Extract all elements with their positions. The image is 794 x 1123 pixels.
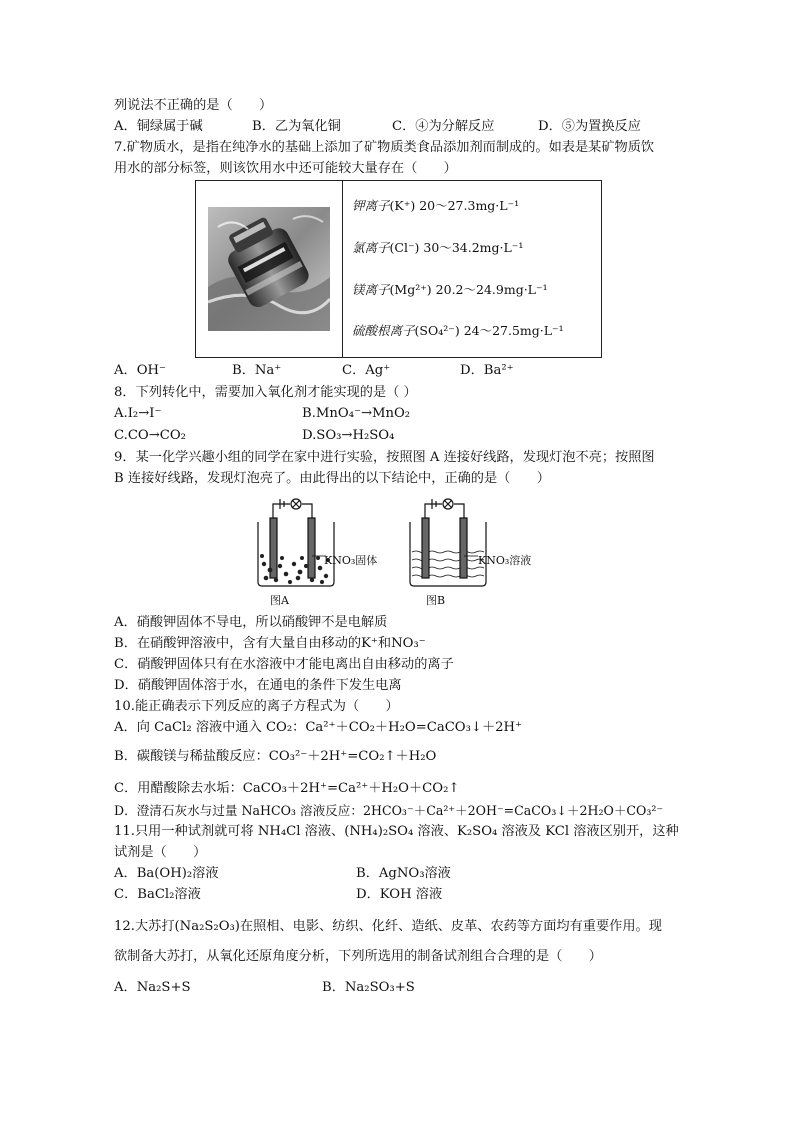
q10-option-a[interactable]: A．向 CaCl₂ 溶液中通入 CO₂：Ca²⁺＋CO₂＋H₂O=CaCO₃↓＋2H⁺ (114, 720, 522, 735)
q11-option-a[interactable]: A．Ba(OH)₂溶液 (114, 866, 219, 881)
q9-option-d[interactable]: D．硝酸钾固体溶于水，在通电的条件下发生电离 (114, 678, 402, 693)
q8-stem: 8．下列转化中，需要加入氧化剂才能实现的是（ ） (114, 385, 417, 400)
q6-stem: 列说法不正确的是（ ） (114, 98, 273, 113)
q11-stem-line2: 试剂是（ ） (114, 845, 207, 860)
q11-option-c[interactable]: C．BaCl₂溶液 (114, 887, 201, 902)
q11-option-b[interactable]: B．AgNO₃溶液 (356, 866, 451, 881)
q8-option-d[interactable]: D.SO₃→H₂SO₄ (302, 428, 395, 443)
q8-option-c[interactable]: C.CO→CO₂ (114, 428, 186, 443)
q12-option-b[interactable]: B．Na₂SO₃+S (322, 980, 415, 995)
q7-stem-line2: 用水的部分标签，则该饮用水中还可能较大量存在（ ） (114, 161, 457, 176)
q10-option-b[interactable]: B．碳酸镁与稀盐酸反应：CO₃²⁻＋2H⁺=CO₂↑＋H₂O (114, 749, 437, 764)
fig-a-label: KNO₃固体 (324, 554, 378, 567)
q11-stem-line1: 11.只用一种试剂就可将 NH₄Cl 溶液、(NH₄)₂SO₄ 溶液、K₂SO₄ 溶液及 KCl 溶液区别开，这种 (114, 824, 679, 839)
fig-a-caption: 图A (270, 594, 289, 607)
q9-option-b[interactable]: B．在硝酸钾溶液中，含有大量自由移动的K⁺和NO₃⁻ (114, 636, 426, 651)
q6-option-b[interactable]: B．乙为氧化铜 (252, 119, 341, 134)
q8-option-b[interactable]: B.MnO₄⁻→MnO₂ (302, 406, 411, 421)
q10-stem: 10.能正确表示下列反应的离子方程式为（ ） (114, 699, 399, 714)
q9-option-c[interactable]: C．硝酸钾固体只有在水溶液中才能电离出自由移动的离子 (114, 657, 454, 672)
q9-stem-line2: B 连接好线路，发现灯泡亮了。由此得出的以下结论中，正确的是（ ） (114, 471, 550, 486)
q6-option-a[interactable]: A．铜绿属于碱 (114, 119, 203, 134)
q12-stem-line1: 12.大苏打(Na₂S₂O₃)在照相、电影、纺织、化纤、造纸、皮革、农药等方面均有重要作用。现 (114, 919, 662, 934)
q6-option-d[interactable]: D．⑤为置换反应 (538, 119, 641, 134)
label-row-potassium: 钾离子(K⁺) 20～27.3mg·L⁻¹ (352, 198, 520, 213)
fig-b-caption: 图B (426, 594, 446, 607)
q7-option-c[interactable]: C．Ag⁺ (342, 363, 391, 378)
label-row-chloride: 氯离子(Cl⁻) 30～34.2mg·L⁻¹ (352, 240, 524, 255)
q9-option-a[interactable]: A．硝酸钾固体不导电，所以硝酸钾不是电解质 (114, 615, 388, 630)
q9-stem-line1: 9．某一化学兴趣小组的同学在家中进行实验，按照图 A 连接好线路，发现灯泡不亮；按照图 (114, 450, 655, 465)
q10-option-c[interactable]: C．用醋酸除去水垢：CaCO₃＋2H⁺=Ca²⁺＋H₂O＋CO₂↑ (114, 781, 460, 796)
q11-option-d[interactable]: D．KOH 溶液 (356, 887, 443, 902)
label-row-magnesium: 镁离子(Mg²⁺) 20.2～24.9mg·L⁻¹ (352, 282, 548, 297)
q7-label-divider (342, 180, 343, 357)
q12-stem-line2: 欲制备大苏打，从氧化还原角度分析，下列所选用的制备试剂组合合理的是（ ） (114, 949, 602, 964)
figure-a (258, 499, 334, 586)
water-bottle-photo (208, 207, 330, 331)
q7-option-d[interactable]: D．Ba²⁺ (460, 363, 514, 378)
q7-option-a[interactable]: A．OH⁻ (114, 363, 166, 378)
q7-option-b[interactable]: B．Na⁺ (232, 363, 282, 378)
q7-stem-line1: 7.矿物质水，是指在纯净水的基础上添加了矿物质类食品添加剂而制成的。如表是某矿物质饮 (114, 140, 655, 155)
fig-b-label: KNO₃溶液 (478, 554, 532, 567)
q6-option-c[interactable]: C．④为分解反应 (392, 119, 495, 134)
q12-option-a[interactable]: A．Na₂S+S (114, 980, 191, 995)
q10-option-d[interactable]: D．澄清石灰水与过量 NaHCO₃ 溶液反应：2HCO₃⁻＋Ca²⁺＋2OH⁻=CaCO₃↓＋2H₂O＋CO₃²⁻ (114, 803, 664, 818)
label-row-sulfate: 硫酸根离子(SO₄²⁻) 24～27.5mg·L⁻¹ (352, 323, 564, 338)
q8-option-a[interactable]: A.I₂→I⁻ (114, 406, 162, 421)
conductivity-apparatus-diagram (250, 494, 550, 594)
figure-b (410, 499, 486, 586)
